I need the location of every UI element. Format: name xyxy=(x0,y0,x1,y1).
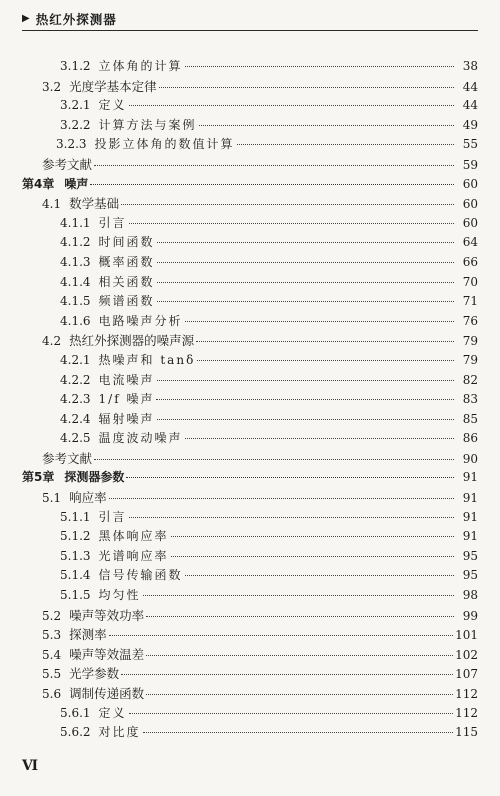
toc-number: 5.2 xyxy=(42,608,62,623)
dot-leader xyxy=(146,616,454,617)
toc-subsection[interactable] xyxy=(22,508,478,528)
toc-page-number: 79 xyxy=(462,352,478,367)
toc-subsection[interactable] xyxy=(22,527,478,547)
toc-title: 信号传输函数 xyxy=(98,568,183,583)
toc-number: 第5章 xyxy=(22,470,55,485)
toc-chapter[interactable] xyxy=(22,468,478,488)
dot-leader xyxy=(143,595,454,596)
toc-page-number: 85 xyxy=(462,411,478,426)
toc-number: 4.1.2 xyxy=(60,235,91,250)
toc-title: 辐射噪声 xyxy=(98,411,155,426)
toc-title: 引言 xyxy=(98,509,127,524)
toc-page-number: 44 xyxy=(462,79,478,94)
toc-section[interactable] xyxy=(22,625,478,645)
toc-section[interactable] xyxy=(22,155,478,175)
toc-title: 对比度 xyxy=(98,725,141,740)
toc-section[interactable] xyxy=(22,488,478,508)
dot-leader xyxy=(156,399,454,400)
dot-leader xyxy=(90,184,454,185)
page-folio: Ⅵ xyxy=(22,758,39,774)
dot-leader xyxy=(157,380,454,381)
toc-title: 噪声等效功率 xyxy=(69,607,145,623)
toc-number: 5.6.2 xyxy=(60,725,91,740)
dot-leader xyxy=(157,419,454,420)
toc-chapter[interactable] xyxy=(22,175,478,195)
dot-leader xyxy=(157,262,454,263)
toc-subsection[interactable] xyxy=(22,96,478,116)
toc-page-number: 44 xyxy=(462,98,478,113)
toc-page-number: 79 xyxy=(462,334,478,349)
toc-title: 定义 xyxy=(98,705,127,720)
toc-subsection[interactable] xyxy=(22,292,478,312)
dot-leader xyxy=(196,341,454,342)
toc-page-number: 91 xyxy=(462,509,478,524)
toc-title: 温度波动噪声 xyxy=(98,431,183,446)
toc-title: 数学基础 xyxy=(69,196,120,212)
dot-leader xyxy=(185,66,454,67)
toc-page-number: 91 xyxy=(462,491,478,506)
toc-number: 3.2.3 xyxy=(56,137,87,152)
toc-section[interactable] xyxy=(22,645,478,665)
toc-number: 5.1.4 xyxy=(60,568,91,583)
toc-page-number: 102 xyxy=(455,647,478,662)
toc-page-number: 112 xyxy=(455,705,478,720)
toc-number: 第4章 xyxy=(22,176,55,191)
toc-page-number: 76 xyxy=(462,313,478,328)
toc-title: 调制传递函数 xyxy=(69,686,145,701)
toc-page-number: 83 xyxy=(462,392,478,407)
dot-leader xyxy=(185,321,454,322)
toc-section[interactable] xyxy=(22,77,478,97)
toc-title: 参考文献 xyxy=(42,450,93,466)
toc-number: 4.2.1 xyxy=(60,352,91,367)
toc-title: 参考文献 xyxy=(42,156,93,172)
toc-title: 相关函数 xyxy=(98,274,155,289)
dot-leader xyxy=(199,125,454,126)
toc-title: 光谱响应率 xyxy=(98,548,169,563)
toc-title: 电流噪声 xyxy=(98,372,155,387)
toc-title: 定义 xyxy=(98,98,127,113)
toc-page-number: 60 xyxy=(462,197,478,212)
toc-page-number: 49 xyxy=(462,117,478,132)
dot-leader xyxy=(129,713,454,714)
toc-subsection[interactable] xyxy=(22,566,478,586)
toc-subsection[interactable] xyxy=(22,429,478,449)
toc-subsection[interactable] xyxy=(22,57,478,77)
dot-leader xyxy=(109,635,453,636)
toc-section[interactable] xyxy=(22,664,478,684)
toc-number: 4.2.2 xyxy=(60,372,91,387)
toc-subsection[interactable] xyxy=(22,390,478,410)
toc-number: 3.1.2 xyxy=(60,59,91,73)
toc-number: 4.1.5 xyxy=(60,294,91,309)
dot-leader xyxy=(157,282,454,283)
toc-page-number: 95 xyxy=(462,548,478,563)
toc-number: 5.1.1 xyxy=(60,509,91,524)
toc-page-number: 86 xyxy=(462,431,478,446)
toc-page-number: 71 xyxy=(462,294,478,309)
table-of-contents xyxy=(22,57,478,743)
toc-page-number: 60 xyxy=(462,176,478,191)
dot-leader xyxy=(157,301,454,302)
dot-leader xyxy=(143,732,454,733)
toc-page-number: 99 xyxy=(462,608,478,623)
toc-number: 3.2.2 xyxy=(60,117,91,132)
dot-leader xyxy=(121,674,453,675)
toc-section[interactable] xyxy=(22,449,478,469)
toc-title: 光学参数 xyxy=(69,666,120,682)
toc-number: 4.2.3 xyxy=(60,392,91,407)
toc-title: 频谱函数 xyxy=(98,294,155,309)
toc-title: 概率函数 xyxy=(98,254,155,269)
toc-page-number: 112 xyxy=(455,687,478,701)
toc-title: 均匀性 xyxy=(98,588,141,603)
toc-subsection[interactable] xyxy=(22,116,478,136)
toc-subsection[interactable] xyxy=(22,214,478,234)
toc-page-number: 64 xyxy=(462,235,478,250)
toc-title: 黑体响应率 xyxy=(98,529,169,544)
toc-page-number: 38 xyxy=(462,59,478,73)
toc-page-number: 95 xyxy=(462,568,478,583)
toc-number: 4.2 xyxy=(42,334,62,349)
toc-number: 5.6.1 xyxy=(60,705,91,720)
dot-leader xyxy=(146,655,453,656)
toc-page-number: 115 xyxy=(455,725,478,740)
toc-page-number: 55 xyxy=(462,137,478,152)
dot-leader xyxy=(157,242,454,243)
toc-subsection[interactable] xyxy=(22,704,478,724)
toc-page-number: 66 xyxy=(462,254,478,269)
toc-number: 4.1.6 xyxy=(60,313,91,328)
dot-leader xyxy=(185,575,454,576)
toc-page-number: 60 xyxy=(462,215,478,230)
toc-title: 光度学基本定律 xyxy=(69,78,157,94)
dot-leader xyxy=(171,556,454,557)
dot-leader xyxy=(121,204,454,205)
dot-leader xyxy=(237,144,454,145)
toc-page-number: 107 xyxy=(455,667,478,682)
toc-subsection[interactable] xyxy=(22,351,478,371)
toc-title: 引言 xyxy=(98,215,127,230)
toc-subsection[interactable] xyxy=(22,410,478,430)
toc-page-number: 101 xyxy=(455,628,478,643)
toc-page-number: 98 xyxy=(462,588,478,603)
toc-title: 电路噪声分析 xyxy=(98,313,183,328)
toc-title: 时间函数 xyxy=(98,235,155,250)
toc-subsection[interactable] xyxy=(22,312,478,332)
dot-leader xyxy=(171,536,454,537)
toc-subsection[interactable] xyxy=(22,233,478,253)
book-title: 热红外探测器 xyxy=(35,12,117,27)
toc-title: 热噪声和 tanδ xyxy=(98,352,196,367)
toc-number: 4.1.4 xyxy=(60,274,91,289)
toc-number: 5.1.2 xyxy=(60,529,91,544)
toc-page-number: 91 xyxy=(462,470,478,485)
toc-page-number: 91 xyxy=(462,529,478,544)
dot-leader xyxy=(129,105,454,106)
toc-title: 1/f 噪声 xyxy=(98,392,155,407)
dot-leader xyxy=(129,223,454,224)
toc-section[interactable] xyxy=(22,684,478,704)
toc-number: 5.3 xyxy=(42,628,62,643)
toc-number: 4.1 xyxy=(42,197,62,212)
toc-number: 5.1.5 xyxy=(60,588,91,603)
dot-leader xyxy=(94,165,454,166)
toc-subsection[interactable] xyxy=(22,253,478,273)
dot-leader xyxy=(146,694,453,695)
toc-number: 3.2.1 xyxy=(60,98,91,113)
toc-number: 5.1.3 xyxy=(60,548,91,563)
toc-number: 5.5 xyxy=(42,667,62,682)
toc-title: 探测率 xyxy=(69,627,107,643)
toc-number: 5.6 xyxy=(42,687,62,701)
toc-subsection[interactable] xyxy=(22,723,478,743)
toc-title: 噪声等效温差 xyxy=(69,646,145,662)
toc-number: 4.2.5 xyxy=(60,431,91,446)
dot-leader xyxy=(129,517,454,518)
toc-section[interactable] xyxy=(22,194,478,214)
dot-leader xyxy=(109,498,454,499)
toc-number: 3.2 xyxy=(42,79,62,94)
toc-number: 4.1.3 xyxy=(60,254,91,269)
toc-title: 投影立体角的数值计算 xyxy=(94,137,235,152)
toc-title: 探测器参数 xyxy=(64,470,125,485)
toc-title: 热红外探测器的噪声源 xyxy=(69,333,195,349)
toc-title: 噪声 xyxy=(64,176,89,191)
triangle-marker-icon: ▶ xyxy=(22,13,30,24)
dot-leader xyxy=(94,459,454,460)
toc-subsection[interactable] xyxy=(22,547,478,567)
toc-section[interactable] xyxy=(22,331,478,351)
toc-number: 4.2.4 xyxy=(60,411,91,426)
toc-subsection[interactable] xyxy=(22,371,478,391)
toc-section[interactable] xyxy=(22,606,478,626)
dot-leader xyxy=(185,438,454,439)
toc-number: 5.4 xyxy=(42,647,62,662)
toc-page-number: 82 xyxy=(462,372,478,387)
dot-leader xyxy=(159,87,454,88)
toc-page-number: 90 xyxy=(462,451,478,466)
dot-leader xyxy=(126,477,454,478)
toc-subsection[interactable] xyxy=(22,586,478,606)
toc-page-number: 59 xyxy=(462,157,478,172)
toc-number: 4.1.1 xyxy=(60,215,91,230)
toc-title: 立体角的计算 xyxy=(98,59,183,73)
toc-title: 响应率 xyxy=(69,490,107,506)
toc-page-number: 70 xyxy=(462,274,478,289)
toc-subsection[interactable] xyxy=(22,135,478,155)
toc-title: 计算方法与案例 xyxy=(98,117,197,132)
dot-leader xyxy=(197,360,454,361)
toc-subsection[interactable] xyxy=(22,273,478,293)
toc-number: 5.1 xyxy=(42,491,62,506)
running-head xyxy=(22,8,478,31)
